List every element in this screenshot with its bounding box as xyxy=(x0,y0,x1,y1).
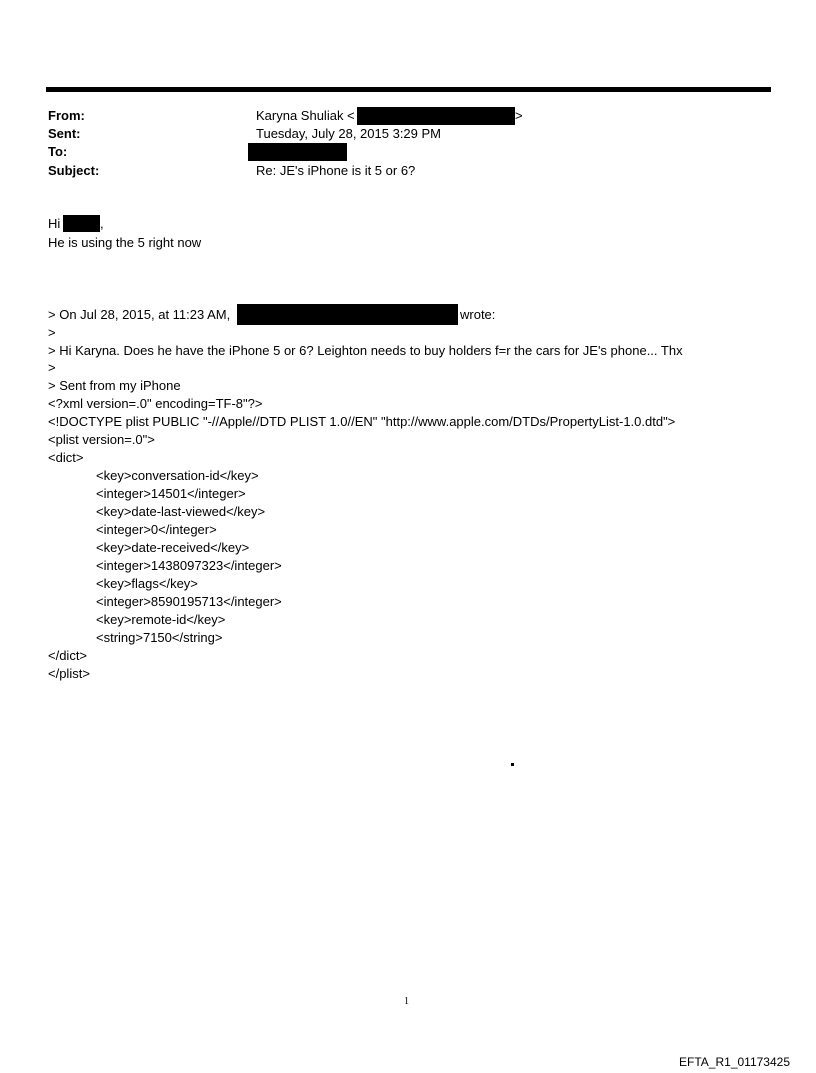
plist-line: <dict> xyxy=(48,450,84,465)
plist-line: <key>flags</key> xyxy=(96,576,198,591)
greeting-comma: , xyxy=(100,216,104,231)
plist-line: <plist version=.0"> xyxy=(48,432,155,447)
bates-number: EFTA_R1_01173425 xyxy=(679,1055,790,1069)
sent-value: Tuesday, July 28, 2015 3:29 PM xyxy=(256,126,441,141)
plist-line: <key>conversation-id</key> xyxy=(96,468,259,483)
quote-intro: > On Jul 28, 2015, at 11:23 AM, xyxy=(48,307,231,322)
quote-sent-from: > Sent from my iPhone xyxy=(48,378,181,393)
redaction-greeting-name xyxy=(63,215,100,232)
redaction-to-recipient xyxy=(248,143,347,161)
header-rule xyxy=(46,87,771,92)
from-label: From: xyxy=(48,108,85,123)
plist-line: <?xml version=.0" encoding=TF-8"?> xyxy=(48,396,263,411)
page-number: 1 xyxy=(404,996,409,1007)
stray-dot-mark xyxy=(511,763,514,766)
subject-label: Subject: xyxy=(48,163,100,178)
plist-line: <!DOCTYPE plist PUBLIC "-//Apple//DTD PLIST 1.0//EN" "http://www.apple.com/DTDs/PropertyList-1.0.dtd"> xyxy=(48,414,676,429)
plist-line: <integer>0</integer> xyxy=(96,522,217,537)
plist-line: <string>7150</string> xyxy=(96,630,223,645)
greeting: Hi xyxy=(48,216,61,231)
quote-wrote: wrote: xyxy=(460,307,496,322)
redaction-quote-sender xyxy=(237,304,458,325)
redaction-from-email xyxy=(357,107,515,125)
quote-message: > Hi Karyna. Does he have the iPhone 5 or 6? Leighton needs to buy holders f=r the cars for JE's phone... Thx xyxy=(48,343,683,358)
from-close-bracket: > xyxy=(515,108,523,123)
plist-line: <key>date-last-viewed</key> xyxy=(96,504,266,519)
quote-blank-line: > xyxy=(48,325,56,340)
plist-line: <integer>1438097323</integer> xyxy=(96,558,282,573)
sent-label: Sent: xyxy=(48,126,81,141)
reply-line: He is using the 5 right now xyxy=(48,235,202,250)
plist-line: </dict> xyxy=(48,648,88,663)
plist-line: <integer>8590195713</integer> xyxy=(96,594,282,609)
to-label: To: xyxy=(48,144,68,159)
plist-line: </plist> xyxy=(48,666,90,681)
subject-value: Re: JE's iPhone is it 5 or 6? xyxy=(256,163,416,178)
plist-line: <key>date-received</key> xyxy=(96,540,250,555)
quote-blank-line: > xyxy=(48,360,56,375)
plist-line: <key>remote-id</key> xyxy=(96,612,226,627)
plist-line: <integer>14501</integer> xyxy=(96,486,246,501)
from-value: Karyna Shuliak < xyxy=(256,108,355,123)
